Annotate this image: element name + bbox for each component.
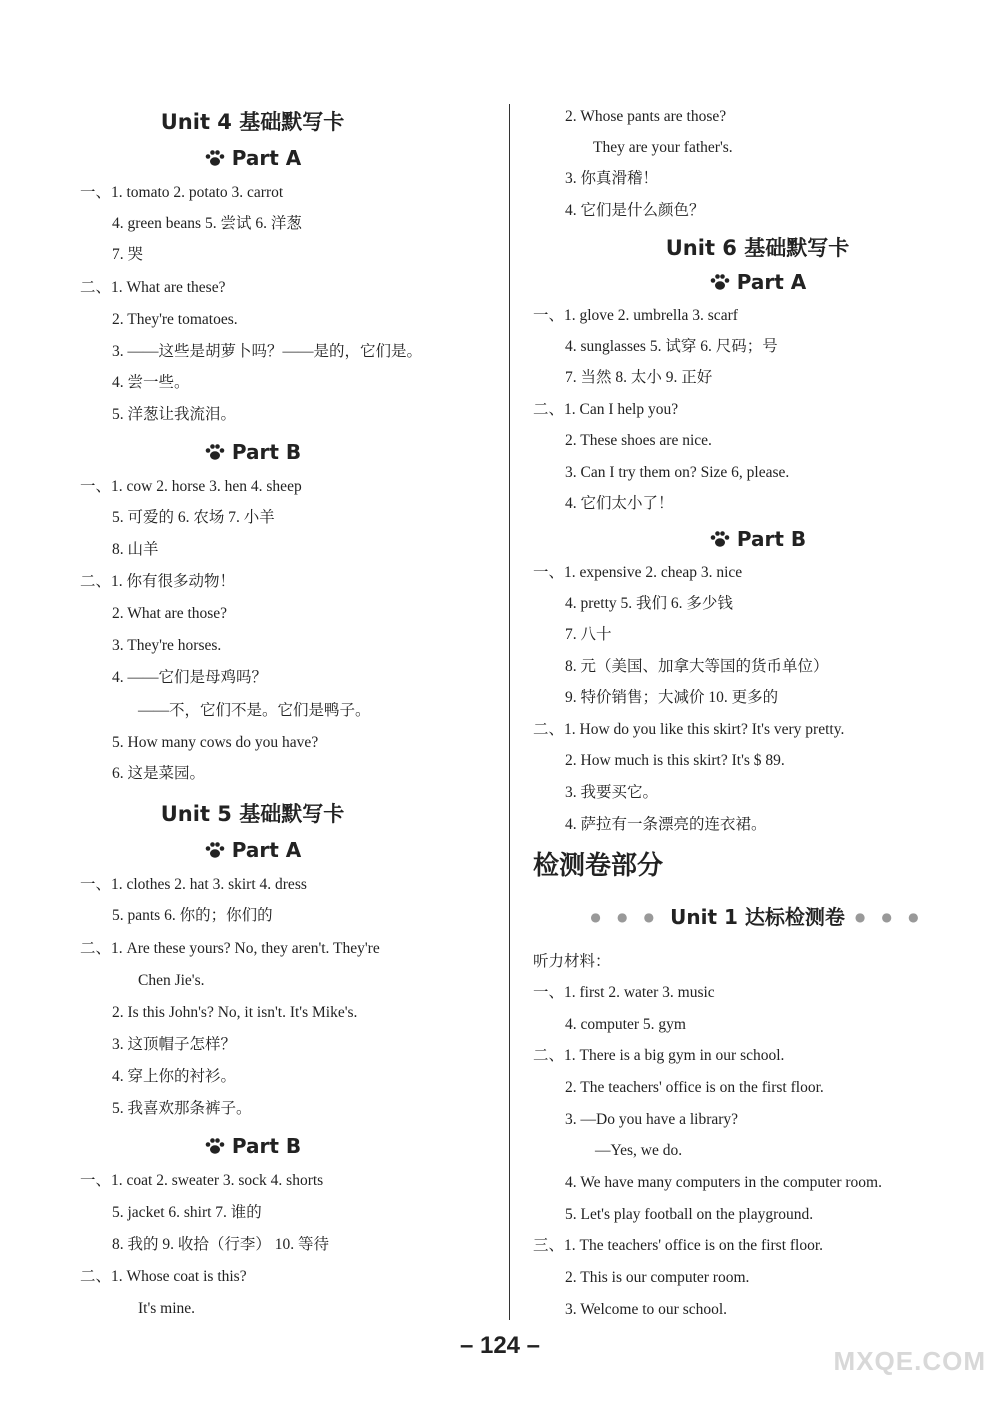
unit6-part-a-heading — [515, 270, 1000, 294]
unit4-part-b-heading — [0, 440, 505, 464]
decorative-dots-left: ● ● ● — [590, 910, 661, 924]
list-item: 2. Whose pants are those? — [565, 108, 727, 125]
list-item: 8. 元（美国、加拿大等国的货币单位） — [565, 658, 829, 675]
paw-icon — [204, 841, 226, 859]
unit6-part-b-heading — [515, 527, 1000, 551]
list-item: 8. 我的 9. 收拾（行李） 10. 等待 — [112, 1236, 330, 1253]
unit4-part-a-heading — [0, 146, 505, 170]
list-item: Chen Jie's. — [138, 972, 205, 989]
list-item: 3. Can I try them on? Size 6, please. — [565, 464, 790, 481]
list-item: 5. 我喜欢那条裤子。 — [112, 1100, 252, 1117]
paw-icon — [204, 1137, 226, 1155]
list-item: ——不，它们不是。它们是鸭子。 — [138, 702, 371, 719]
list-item: It's mine. — [138, 1300, 196, 1317]
test-title: Unit 1 达标检测卷 — [670, 905, 845, 929]
unit4-title: Unit 4 基础默写卡 — [160, 110, 345, 134]
list-item: 4. 它们太小了！ — [565, 495, 674, 512]
decorative-dots-right: ● ● ● — [854, 910, 925, 924]
list-item: 3. They're horses. — [112, 637, 222, 654]
list-item: 7. 当然 8. 太小 9. 正好 — [565, 369, 713, 386]
test-title-row — [515, 901, 1000, 930]
list-item: 4. 尝一些。 — [112, 374, 190, 391]
list-item: 二、1. Whose coat is this? — [80, 1268, 247, 1285]
list-item: 5. How many cows do you have? — [112, 734, 319, 751]
list-item: 7. 哭 — [112, 246, 144, 263]
column-divider — [509, 104, 510, 1320]
section-title: 检测卷部分 — [533, 851, 664, 881]
list-item: 4. We have many computers in the computer room. — [565, 1174, 882, 1191]
paw-icon — [709, 530, 731, 548]
list-item: 3. ——这些是胡萝卜吗？——是的，它们是。 — [112, 343, 423, 360]
list-item: 2. Is this John's? No, it isn't. It's Mike's. — [112, 1004, 358, 1021]
paw-icon — [204, 443, 226, 461]
list-item: 2. These shoes are nice. — [565, 432, 712, 449]
list-item: 2. They're tomatoes. — [112, 311, 238, 328]
part-label: Part A — [736, 270, 807, 294]
list-item: 4. computer 5. gym — [565, 1016, 686, 1033]
part-label: Part B — [231, 1134, 302, 1158]
list-item: 二、1. Are these yours? No, they aren't. They're — [80, 940, 380, 957]
list-item: 9. 特价销售；大减价 10. 更多的 — [565, 689, 779, 706]
page-number: – 124 – — [459, 1332, 541, 1359]
part-label: Part A — [231, 838, 302, 862]
list-item: 4. ——它们是母鸡吗？ — [112, 669, 268, 686]
list-item: 4. 萨拉有一条漂亮的连衣裙。 — [565, 816, 767, 833]
list-item: 二、1. What are these? — [80, 279, 226, 296]
paw-icon — [204, 149, 226, 167]
list-item: 5. jacket 6. shirt 7. 谁的 — [112, 1204, 262, 1221]
list-item: 3. 你真滑稽！ — [565, 170, 659, 187]
list-item: 3. 我要买它。 — [565, 784, 659, 801]
unit5-part-a-heading — [0, 838, 505, 862]
list-item: 二、1. Can I help you? — [533, 401, 679, 418]
list-item: 4. 它们是什么颜色？ — [565, 202, 705, 219]
listening-label: 听力材料： — [533, 953, 611, 970]
list-item: 7. 八十 — [565, 626, 612, 643]
list-item: 3. —Do you have a library? — [565, 1111, 739, 1128]
list-item: 二、1. 你有很多动物！ — [80, 573, 236, 590]
list-item: 一、1. coat 2. sweater 3. sock 4. shorts — [80, 1172, 324, 1189]
list-item: 一、1. expensive 2. cheap 3. nice — [533, 564, 743, 581]
list-item: 3. 这顶帽子怎样？ — [112, 1036, 237, 1053]
list-item: 一、1. clothes 2. hat 3. skirt 4. dress — [80, 876, 307, 893]
list-item: 4. 穿上你的衬衫。 — [112, 1068, 237, 1085]
unit5-title: Unit 5 基础默写卡 — [160, 802, 345, 826]
list-item: 4. sunglasses 5. 试穿 6. 尺码；号 — [565, 338, 778, 355]
watermark: MXQE.COM — [833, 1346, 986, 1376]
list-item: 2. This is our computer room. — [565, 1269, 750, 1286]
list-item: 一、1. glove 2. umbrella 3. scarf — [533, 307, 738, 324]
list-item: 2. The teachers' office is on the first floor. — [565, 1079, 824, 1096]
list-item: 一、1. first 2. water 3. music — [533, 984, 715, 1001]
list-item: They are your father's. — [593, 139, 733, 156]
list-item: 5. Let's play football on the playground. — [565, 1206, 814, 1223]
list-item: 3. Welcome to our school. — [565, 1301, 728, 1318]
list-item: —Yes, we do. — [595, 1142, 683, 1159]
list-item: 2. How much is this skirt? It's $ 89. — [565, 752, 785, 769]
list-item: 4. pretty 5. 我们 6. 多少钱 — [565, 595, 733, 612]
list-item: 一、1. cow 2. horse 3. hen 4. sheep — [80, 478, 302, 495]
part-label: Part B — [736, 527, 807, 551]
list-item: 一、1. tomato 2. potato 3. carrot — [80, 184, 284, 201]
paw-icon — [709, 273, 731, 291]
list-item: 5. pants 6. 你的；你们的 — [112, 907, 273, 924]
list-item: 二、1. There is a big gym in our school. — [533, 1047, 785, 1064]
list-item: 6. 这是菜园。 — [112, 765, 206, 782]
list-item: 2. What are those? — [112, 605, 228, 622]
list-item: 三、1. The teachers' office is on the first floor. — [533, 1237, 824, 1254]
unit5-part-b-heading — [0, 1134, 505, 1158]
list-item: 5. 洋葱让我流泪。 — [112, 406, 237, 423]
part-label: Part A — [231, 146, 302, 170]
unit6-title: Unit 6 基础默写卡 — [665, 236, 850, 260]
list-item: 5. 可爱的 6. 农场 7. 小羊 — [112, 509, 275, 526]
part-label: Part B — [231, 440, 302, 464]
list-item: 二、1. How do you like this skirt? It's very pretty. — [533, 721, 845, 738]
list-item: 8. 山羊 — [112, 541, 159, 558]
list-item: 4. green beans 5. 尝试 6. 洋葱 — [112, 215, 302, 232]
